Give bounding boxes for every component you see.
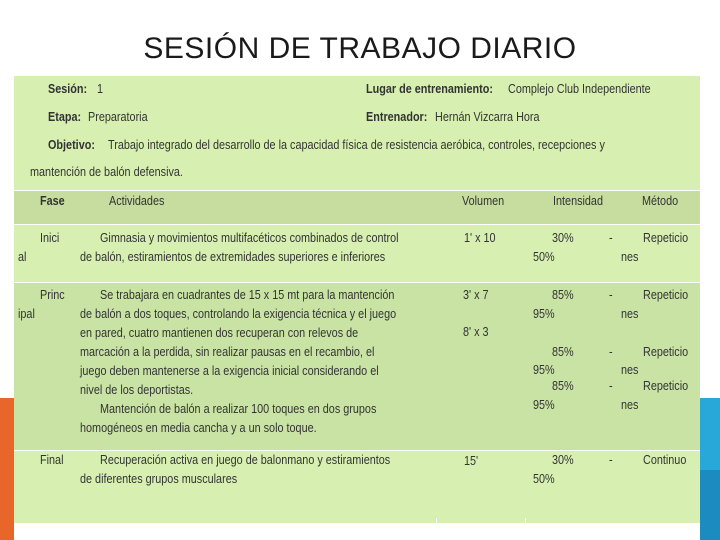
row-initial-intensity: 50% [533, 250, 555, 264]
row-main-method: Repeticio [643, 288, 689, 302]
stage-label: Etapa: [48, 110, 82, 124]
row-main-intensity: 95% [533, 398, 555, 412]
divider [14, 450, 700, 451]
header-fase: Fase [40, 194, 65, 208]
row-main-method: nes [621, 363, 639, 377]
row-main-activity: de balón a dos toques, controlando la exigencia técnica y el juego [80, 307, 397, 321]
header-volumen: Volumen [462, 194, 505, 208]
row-final-intensity: 30% [552, 453, 574, 467]
row-main-activity: Se trabajara en cuadrantes de 15 x 15 mt para la mantención [100, 288, 395, 302]
row-initial-method: nes [621, 250, 639, 264]
header-actividades: Actividades [109, 194, 165, 208]
row-main-method: nes [621, 398, 639, 412]
row-main-method: Repeticio [643, 379, 689, 393]
objective-label: Objetivo: [48, 138, 95, 152]
row-initial-intensity: 30% [552, 231, 574, 245]
row-main-phase-cont: ipal [18, 307, 35, 321]
row-final-activity: Recuperación activa en juego de balonmano y estiramientos [100, 453, 391, 467]
row-main-activity: en pared, cuatro mantienen dos recuperan con relevos de [80, 326, 359, 340]
orange-accent-bar [0, 398, 14, 540]
row-main-activity: juego deben mantenerse a la exigencia inicial considerando el [80, 364, 379, 378]
row-initial-volume: 1' x 10 [464, 231, 496, 245]
row-main-intensity: 95% [533, 307, 555, 321]
location-value: Complejo Club Independiente [508, 82, 651, 96]
row-main-intensity: 85% [552, 379, 574, 393]
column-rule [436, 518, 437, 523]
row-main-phase: Princ [40, 288, 65, 302]
location-label: Lugar de entrenamiento: [366, 82, 493, 96]
header-intensidad: Intensidad [553, 194, 603, 208]
row-main-volume: 8' x 3 [463, 325, 489, 339]
divider [14, 190, 700, 191]
divider [14, 282, 700, 283]
row-final-method: Continuo [643, 453, 687, 467]
objective-line-2: mantención de balón defensiva. [30, 165, 183, 179]
stage-value: Preparatoria [88, 110, 148, 124]
blue-accent-bar-dark [700, 470, 720, 540]
row-initial-activity: Gimnasia y movimientos multifacéticos combinados de control [100, 231, 399, 245]
objective-line-1: Trabajo integrado del desarrollo de la capacidad física de resistencia aeróbica, controles, recepciones y [108, 138, 605, 152]
column-rule [525, 518, 526, 523]
row-main-method: nes [621, 307, 639, 321]
row-main-activity: marcación a la perdida, sin realizar pausas en el recambio, el [80, 345, 375, 359]
row-main-intensity: 95% [533, 363, 555, 377]
row-main-activity: homogéneos en media cancha y a un solo toque. [80, 421, 317, 435]
row-final-phase: Final [40, 453, 64, 467]
row-main-dash: - [609, 379, 613, 393]
row-initial-method: Repeticio [643, 231, 689, 245]
row-final-activity: de diferentes grupos musculares [80, 472, 238, 486]
session-document [14, 76, 700, 523]
session-value: 1 [97, 82, 104, 96]
row-final-volume: 15' [464, 454, 479, 468]
coach-label: Entrenador: [366, 110, 428, 124]
row-main-intensity: 85% [552, 345, 574, 359]
row-initial-dash: - [609, 231, 613, 245]
row-main-dash: - [609, 288, 613, 302]
slide-title: SESIÓN DE TRABAJO DIARIO [143, 32, 577, 65]
row-main-activity: Mantención de balón a realizar 100 toques en dos grupos [100, 402, 377, 416]
row-main-intensity: 85% [552, 288, 574, 302]
session-label: Sesión: [48, 82, 88, 96]
row-main-method: Repeticio [643, 345, 689, 359]
row-main-volume: 3' x 7 [463, 288, 489, 302]
divider [14, 224, 700, 225]
row-final-intensity: 50% [533, 472, 555, 486]
coach-value: Hernán Vizcarra Hora [435, 110, 540, 124]
header-metodo: Método [642, 194, 679, 208]
row-main-dash: - [609, 345, 613, 359]
row-initial-phase: Inici [40, 231, 60, 245]
row-main-activity: nivel de los deportistas. [80, 383, 194, 397]
row-final-dash: - [609, 453, 613, 467]
row-initial-activity: de balón, estiramientos de extremidades superiores e inferiores [80, 250, 386, 264]
row-initial-phase-cont: al [18, 250, 27, 264]
